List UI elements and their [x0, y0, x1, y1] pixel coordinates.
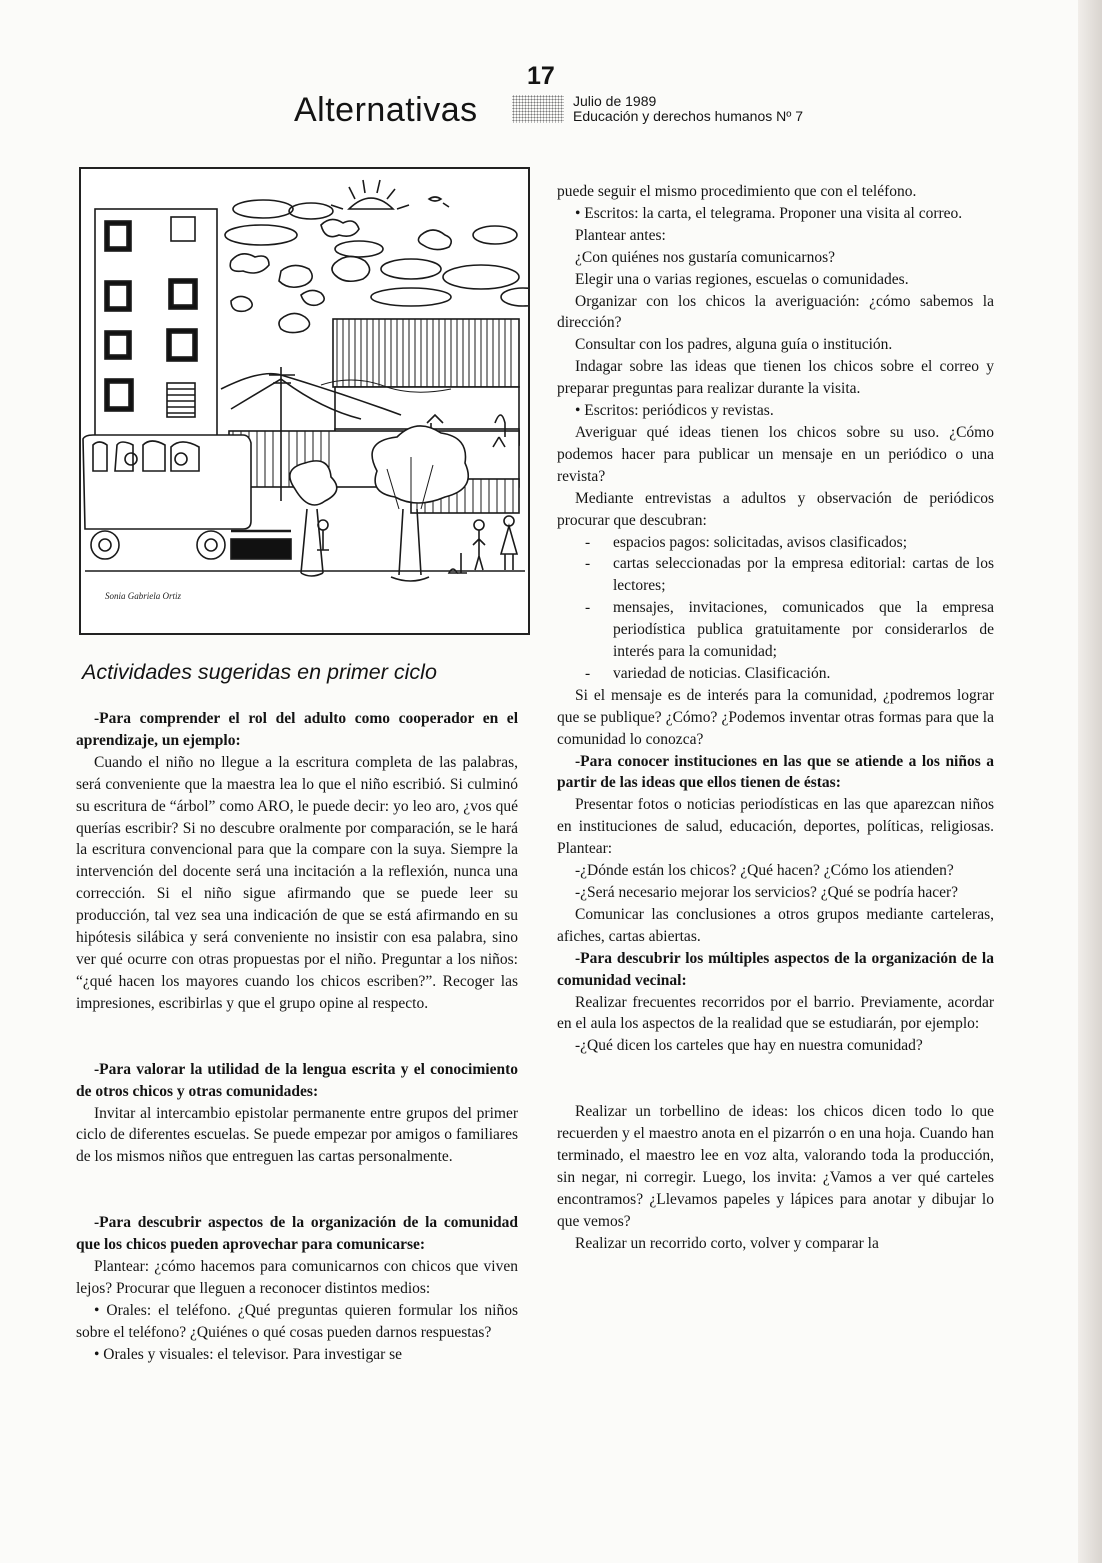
left-heading-1: -Para comprender el rol del adulto como cooperador en el aprendizaje, un ejemplo:: [76, 710, 518, 749]
masthead-title: Alternativas: [294, 91, 478, 129]
left-column: [76, 708, 518, 1366]
list-item: - espacios pagos: solicitadas, avisos clasificados;: [585, 533, 908, 551]
discovery-list: [557, 532, 994, 685]
right-paragraph: Indagar sobre las ideas que tienen los chicos sobre el correo y preparar preguntas para realizar durante la visita.: [557, 358, 994, 398]
right-heading-2: -Para descubrir los múltiples aspectos de la organización de la comunidad vecinal:: [557, 949, 994, 989]
right-paragraph: -¿Qué dicen los carteles que hay en nuestra comunidad?: [575, 1037, 923, 1055]
right-paragraph: puede seguir el mismo procedimiento que con el teléfono.: [557, 183, 917, 200]
right-column: [557, 181, 994, 1255]
right-paragraph: -¿Dónde están los chicos? ¿Qué hacen? ¿Cómo los atienden?: [575, 862, 954, 880]
right-paragraph: Presentar fotos o noticias periodísticas en las que aparezcan niños en instituciones de salud, educación, deportes, políticas, religiosas. Plantear:: [557, 796, 994, 858]
list-item: - cartas seleccionadas por la empresa editorial: cartas de los lectores;: [585, 555, 994, 595]
right-heading-1: -Para conocer instituciones en las que se atiende a los niños a partir de las ideas que ellos tienen de éstas:: [557, 752, 994, 792]
left-paragraph: • Orales: el teléfono. ¿Qué preguntas quieren formular los niños sobre el teléfono? ¿Quiénes o qué cosas pueden darnos respuestas?: [76, 1301, 518, 1341]
left-paragraph: Cuando el niño no llegue a la escritura completa de las palabras, será conveniente que la maestra lea lo que el niño escribió. Si culminó su escritura de “árbol” como ARO, le puede decir: yo leo aro, ¿vos qué querías escribir? Si no descubre oralmente por comparación, se le hará la escritura convencional para que la compare con la suya. Siempre la intervención del docente será una incitación a la reflexión, nunca una corrección. Si el niño sigue afirmando que se puede leer su producción, tal vez sea una indicación de que se está afirmando en su hipótesis silábica y será conveniente no insistir con esa palabra, sino ver qué ocurre con otras propuestas por el niño. Preguntar a los niños: “¿qué hacen los mayores cuando los chicos escriben?”. Recoger las impresiones, escribirlas y que el grupo opine al respecto.: [76, 753, 518, 1012]
right-paragraph: ¿Con quiénes nos gustaría comunicarnos?: [575, 248, 835, 266]
right-paragraph: Realizar frecuentes recorridos por el barrio. Previamente, acordar en el aula los aspectos de la realidad que se estudiarán, por ejemplo:: [557, 993, 994, 1033]
city-scene-drawing: [81, 169, 528, 633]
right-paragraph: • Escritos: la carta, el telegrama. Proponer una visita al correo.: [575, 204, 963, 222]
issue-info: [573, 94, 803, 124]
left-paragraph: Plantear: ¿cómo hacemos para comunicarnos con chicos que viven lejos? Procurar que lleguen a reconocer distintos medios:: [76, 1258, 518, 1297]
issue-date: Julio de 1989: [573, 93, 657, 109]
car-drawing: [231, 531, 291, 559]
list-item: - mensajes, invitaciones, comunicados que la empresa periodística publica gratuitamente por considerarlos de interés para la comunidad;: [585, 599, 994, 661]
right-paragraph: -¿Será necesario mejorar los servicios? ¿Qué se podría hacer?: [575, 884, 959, 901]
right-paragraph: Si el mensaje es de interés para la comunidad, ¿podremos lograr que se publique? ¿Cómo? ¿Podemos inventar otras formas para que la comunidad lo conozca?: [557, 686, 994, 748]
right-paragraph: Averiguar qué ideas tienen los chicos sobre su uso. ¿Cómo podemos hacer para publicar un mensaje en un periódico o una revista?: [557, 423, 994, 485]
right-paragraph: • Escritos: periódicos y revistas.: [575, 402, 774, 420]
clouds-drawing: [225, 200, 528, 333]
issue-subtitle: Educación y derechos humanos Nº 7: [573, 108, 804, 124]
dotted-block-ornament: [512, 95, 564, 123]
bird-drawing: [429, 197, 449, 207]
people-drawing: [317, 516, 517, 573]
spacer: [76, 1015, 518, 1059]
child-drawing-illustration: [79, 167, 530, 635]
right-paragraph: Comunicar las conclusiones a otros grupos mediante carteleras, afiches, cartas abiertas.: [557, 905, 994, 945]
right-paragraph: Plantear antes:: [575, 226, 666, 244]
striped-building-drawing: [229, 319, 519, 513]
list-item: - variedad de noticias. Clasificación.: [585, 664, 831, 682]
section-title: Actividades sugeridas en primer ciclo: [82, 660, 437, 684]
drawing-signature: Sonia Gabriela Ortiz: [105, 591, 182, 601]
right-paragraph: Organizar con los chicos la averiguación: ¿cómo sabemos la dirección?: [557, 292, 994, 332]
left-heading-3: -Para descubrir aspectos de la organización de la comunidad que los chicos pueden aprovechar para comunicarse:: [76, 1214, 518, 1254]
right-paragraph: Mediante entrevistas a adultos y observación de periódicos procurar que descubran:: [557, 489, 994, 529]
page-number: 17: [527, 62, 555, 90]
right-paragraph: Realizar un torbellino de ideas: los chicos dicen todo lo que recuerden y el maestro anota en el pizarrón o en una hoja. Cuando han terminado, el maestro lee en voz alta, valorando toda la producción, sin negar, ni corregir. Luego, los invita: ¿Vamos a ver qué carteles encontramos? ¿Llevamos papeles y lápices para anotar y dibujar lo que vemos?: [557, 1103, 994, 1230]
left-paragraph: • Orales y visuales: el televisor. Para investigar se: [94, 1345, 403, 1363]
right-paragraph: Consultar con los padres, alguna guía o institución.: [575, 336, 893, 354]
page-edge-shadow: [1078, 0, 1102, 1563]
spacer: [557, 1057, 994, 1101]
left-heading-2: -Para valorar la utilidad de la lengua escrita y el conocimiento de otros chicos y otras comunidades:: [76, 1060, 518, 1100]
tall-building-drawing: [95, 209, 217, 439]
right-paragraph: Elegir una o varias regiones, escuelas o comunidades.: [575, 270, 909, 288]
spacer: [76, 1168, 518, 1212]
sun-drawing: [331, 180, 449, 209]
right-paragraph: Realizar un recorrido corto, volver y comparar la: [575, 1234, 879, 1252]
left-paragraph: Invitar al intercambio epistolar permanente entre grupos del primer ciclo de diferentes escuelas. Se puede empezar por amigos o familiares de los mismos niños que entreguen las cartas personalmente.: [76, 1104, 518, 1166]
bus-drawing: [83, 435, 251, 559]
